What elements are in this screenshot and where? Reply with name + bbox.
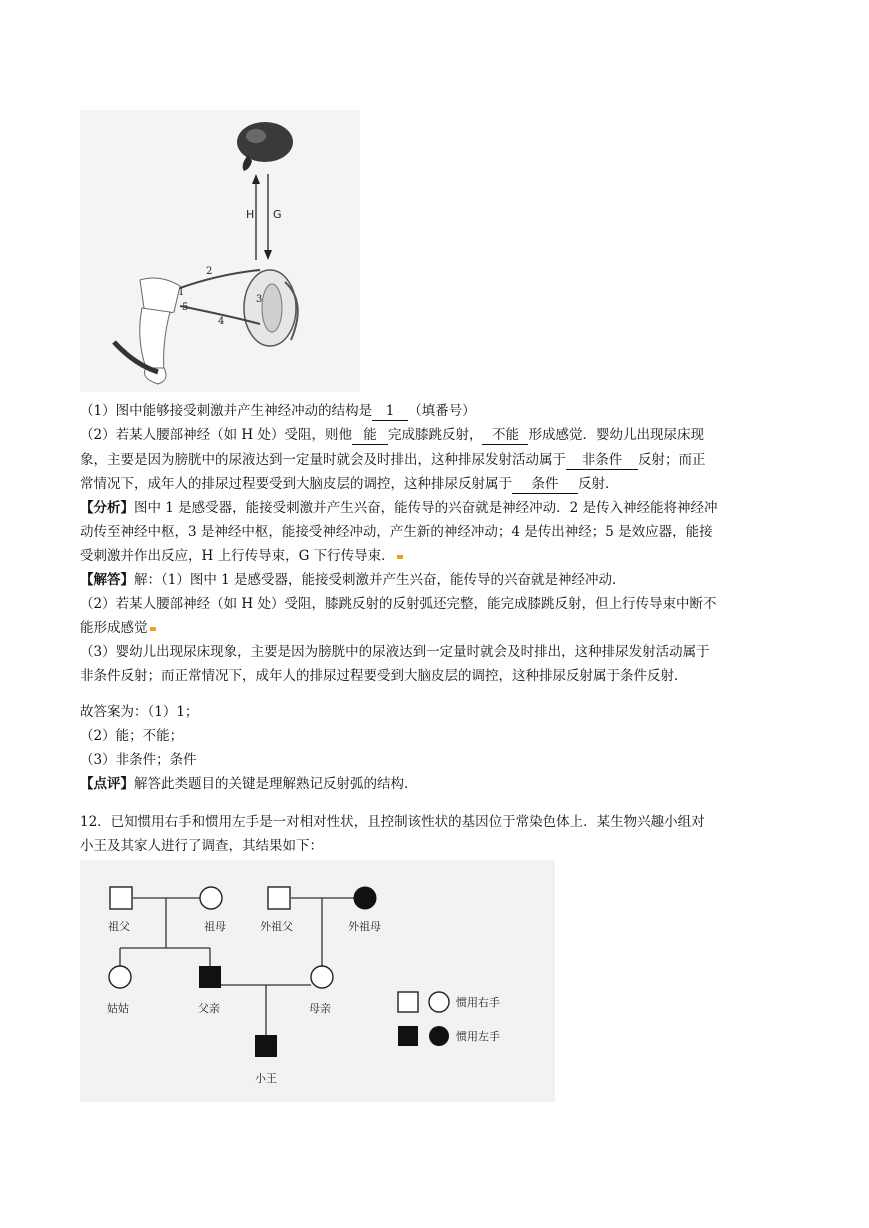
answer-tag: 【解答】 [80, 572, 134, 588]
answer-line1: 【解答】解：（1）图中 1 是感受器，能接受刺激并产生兴奋，能传导的兴奋就是神经冲动． [80, 572, 626, 588]
label-maternal-grandfather: 外祖父 [260, 920, 293, 933]
answer-line2: （2）若某人腰部神经（如 H 处）受阻，膝跳反射的反射弧还完整，能完成膝跳反射，但上行传导束中断不 [80, 596, 717, 612]
label-father: 父亲 [198, 1002, 220, 1015]
grandmother-circle [200, 887, 222, 909]
reflex-arc-figure [80, 110, 360, 392]
q11-part2-line1: （2）若某人腰部神经（如 H 处）受阻，则他 能 完成膝跳反射， 不能 形成感觉．婴幼儿出现尿床现 [80, 427, 704, 443]
grandfather-square [110, 887, 132, 909]
final-answer-3: （3）非条件；条件 [80, 752, 197, 768]
father-square [199, 966, 221, 988]
analysis-line1: 【分析】图中 1 是感受器，能接受刺激并产生兴奋，能传导的兴奋就是神经冲动．2 是传入神经能将神经冲 [80, 500, 718, 516]
q12-line1: 12．已知惯用右手和惯用左手是一对相对性状，且控制该性状的基因位于常染色体上．某生物兴趣小组对 [80, 814, 705, 830]
q11-part2-line2: 象，主要是因为膀胱中的尿液达到一定量时就会及时排出，这种排尿发射活动属于 非条件 反射；而正 [80, 452, 706, 468]
blank-1: 1 [372, 403, 408, 421]
maternal-grandmother-circle [354, 887, 376, 909]
blank-2: 能 [352, 427, 388, 445]
aunt-circle [109, 966, 131, 988]
label-aunt: 姑姑 [107, 1002, 129, 1015]
blank-5: 条件 [512, 476, 578, 494]
num-label-4: 4 [218, 316, 225, 327]
blank-3: 不能 [482, 427, 528, 445]
answer-line5: 非条件反射；而正常情况下，成年人的排尿过程要受到大脑皮层的调控，这种排尿反射属于条件反射． [80, 668, 688, 684]
highlight-mark [397, 555, 403, 559]
q12-line2: 小王及其家人进行了调查，其结果如下： [80, 838, 323, 854]
legend-left-hand: 惯用左手 [456, 1030, 500, 1043]
final-answer-2: （2）能；不能； [80, 728, 184, 744]
answer-line3: 能形成感觉 [80, 618, 156, 638]
label-grandmother: 祖母 [204, 920, 226, 933]
mother-circle [311, 966, 333, 988]
comment-line: 【点评】解答此类题目的关键是理解熟记反射弧的结构． [80, 776, 418, 792]
final-answer-1: 故答案为：（1）1； [80, 704, 199, 720]
comment-tag: 【点评】 [80, 776, 134, 792]
legend-right-hand: 惯用右手 [456, 996, 500, 1009]
label-xiaowang: 小王 [255, 1072, 277, 1085]
label-mother: 母亲 [309, 1002, 331, 1015]
analysis-line2: 动传至神经中枢，3 是神经中枢，能接受神经冲动，产生新的神经冲动；4 是传出神经；5 是效应器，能接 [80, 524, 713, 540]
analysis-line3: 受刺激并作出反应，H 上行传导束，G 下行传导束． [80, 546, 403, 566]
label-maternal-grandmother: 外祖母 [348, 920, 381, 933]
num-label-2: 2 [206, 266, 213, 277]
maternal-grandfather-square [268, 887, 290, 909]
highlight-mark [150, 627, 156, 631]
q11-part1: （1）图中能够接受刺激并产生神经冲动的结构是 1 （填番号） [80, 403, 476, 419]
num-label-1: 1 [178, 287, 185, 298]
arrow-label-g: G [273, 208, 282, 221]
analysis-tag: 【分析】 [80, 500, 134, 516]
num-label-3: 3 [256, 294, 263, 305]
q11-part2-line3: 常情况下，成年人的排尿过程要受到大脑皮层的调控，这种排尿反射属于 条件 反射． [80, 476, 619, 492]
blank-4: 非条件 [566, 452, 638, 470]
arrow-label-h: H [246, 208, 255, 221]
answer-line4: （3）婴幼儿出现尿床现象，主要是因为膀胱中的尿液达到一定量时就会及时排出，这种排尿发射活动属于 [80, 644, 710, 660]
xiaowang-square [255, 1035, 277, 1057]
label-grandfather: 祖父 [108, 920, 130, 933]
pedigree-chart [80, 860, 555, 1102]
num-label-5: 5 [182, 302, 189, 313]
